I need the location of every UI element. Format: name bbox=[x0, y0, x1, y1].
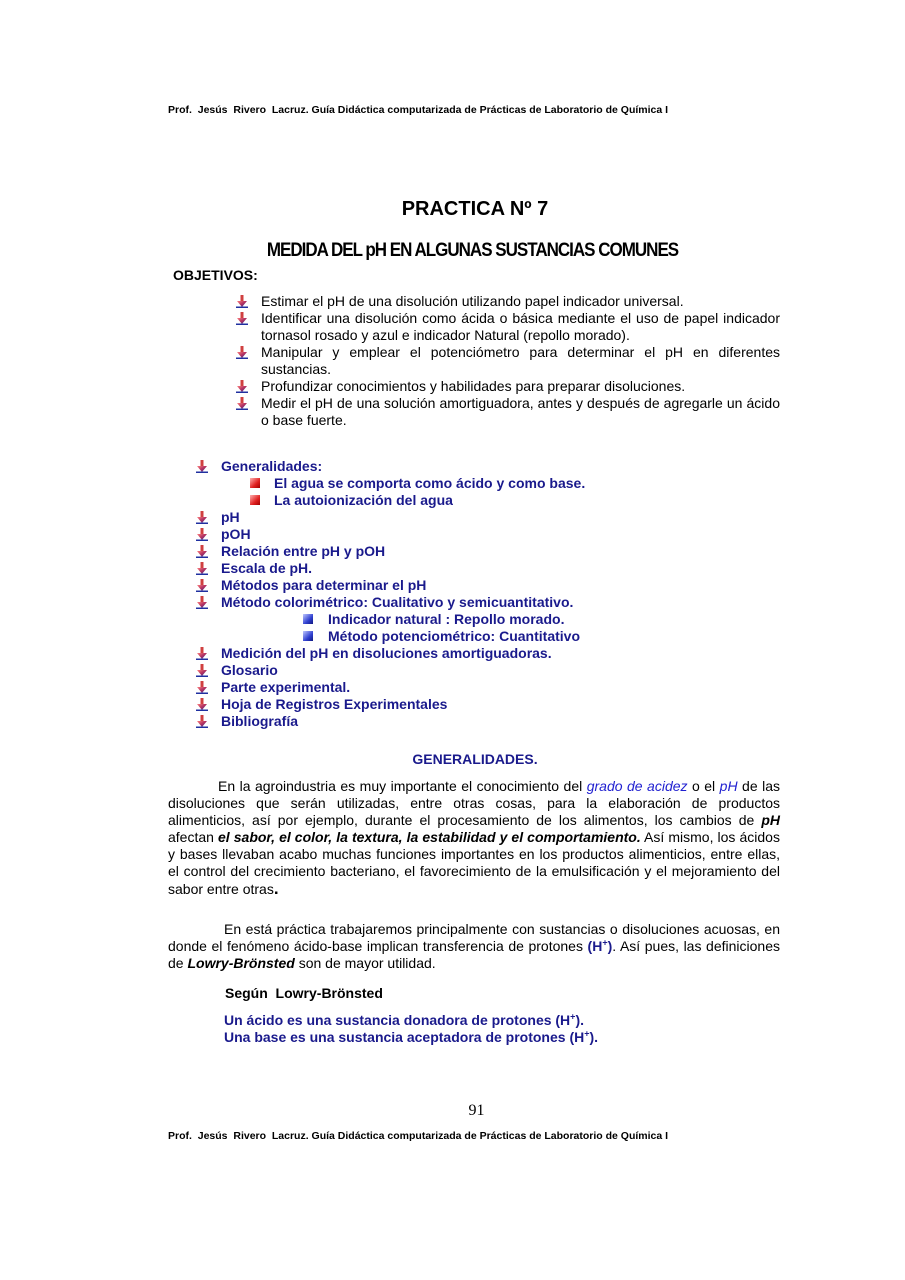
arrow-bullet-icon bbox=[236, 380, 248, 393]
arrow-bullet-icon bbox=[196, 715, 208, 728]
table-of-contents bbox=[196, 458, 796, 730]
page-header: Prof. Jesús Rivero Lacruz. Guía Didáctica computarizada de Prácticas de Laboratorio de Química I bbox=[168, 104, 669, 116]
toc-item: Bibliografía bbox=[196, 713, 796, 730]
arrow-bullet-icon bbox=[196, 681, 208, 694]
objective-item: Manipular y emplear el potenciómetro para determinar el pH en diferentes sustancias. bbox=[236, 344, 780, 378]
arrow-bullet-icon bbox=[196, 562, 208, 575]
arrow-bullet-icon bbox=[196, 664, 208, 677]
objective-item: Medir el pH de una solución amortiguadora, antes y después de agregarle un ácido o base fuerte. bbox=[236, 395, 780, 429]
toc-item: Parte experimental. bbox=[196, 679, 796, 696]
page-number: 91 bbox=[468, 1102, 485, 1119]
paragraph-lowry: En está práctica trabajaremos principalmente con sustancias o disoluciones acuosas, en donde el fenómeno ácido-base implican transferencia de protones (H+). Así pues, las definiciones de Lowry-Brönsted son de mayor utilidad. bbox=[168, 921, 780, 971]
toc-item: pOH bbox=[196, 526, 796, 543]
acid-definition: Un ácido es una sustancia donadora de protones (H+). bbox=[224, 1011, 584, 1028]
red-square-bullet-icon bbox=[250, 495, 260, 505]
toc-subitem: Indicador natural : Repollo morado. bbox=[196, 611, 796, 628]
base-definition: Una base es una sustancia aceptadora de protones (H+). bbox=[224, 1028, 599, 1045]
arrow-bullet-icon bbox=[196, 460, 208, 473]
arrow-bullet-icon bbox=[196, 579, 208, 592]
arrow-bullet-icon bbox=[196, 596, 208, 609]
arrow-bullet-icon bbox=[196, 545, 208, 558]
toc-item: Medición del pH en disoluciones amortiguadoras. bbox=[196, 645, 796, 662]
objective-item: Estimar el pH de una disolución utilizando papel indicador universal. bbox=[236, 293, 780, 310]
section-heading: GENERALIDADES. bbox=[412, 751, 538, 767]
arrow-bullet-icon bbox=[196, 511, 208, 524]
blue-square-bullet-icon bbox=[303, 631, 313, 641]
arrow-bullet-icon bbox=[236, 397, 248, 410]
objectives-heading: OBJETIVOS: bbox=[173, 267, 258, 283]
objectives-list bbox=[236, 293, 780, 429]
toc-item: Generalidades: bbox=[196, 458, 796, 475]
arrow-bullet-icon bbox=[236, 295, 248, 308]
objective-item: Identificar una disolución como ácida o básica mediante el uso de papel indicador tornasol rosado y azul e indicador Natural (repollo morado). bbox=[236, 310, 780, 344]
toc-item: Hoja de Registros Experimentales bbox=[196, 696, 796, 713]
paragraph-intro: En la agroindustria es muy importante el conocimiento del grado de acidez o el pH de las disoluciones que serán utilizadas, entre otras cosas, para la elaboración de productos alimenticios, así por ejemplo, durante el procesamiento de los alimentos, los cambios de pH afectan el sabor, el color, la textura, la estabilidad y el comportamiento. Así mismo, los ácidos y bases llevaban acabo muchas funciones importantes en los productos alimenticios, entre ellas, el control del crecimiento bacteriano, el favorecimiento de la emulsificación y el mejoramiento del sabor entre otras. bbox=[168, 778, 780, 898]
page-footer: Prof. Jesús Rivero Lacruz. Guía Didáctica computarizada de Prácticas de Laboratorio de Química I bbox=[168, 1130, 669, 1142]
toc-item: Métodos para determinar el pH bbox=[196, 577, 796, 594]
toc-subitem: El agua se comporta como ácido y como base. bbox=[196, 475, 796, 492]
arrow-bullet-icon bbox=[196, 528, 208, 541]
toc-item: Glosario bbox=[196, 662, 796, 679]
practice-subtitle: MEDIDA DEL pH EN ALGUNAS SUSTANCIAS COMUNES bbox=[266, 238, 679, 261]
toc-item: pH bbox=[196, 509, 796, 526]
toc-item: Relación entre pH y pOH bbox=[196, 543, 796, 560]
toc-item: Método colorimétrico: Cualitativo y semicuantitativo. bbox=[196, 594, 796, 611]
arrow-bullet-icon bbox=[236, 346, 248, 359]
toc-item: Escala de pH. bbox=[196, 560, 796, 577]
blue-square-bullet-icon bbox=[303, 614, 313, 624]
red-square-bullet-icon bbox=[250, 478, 260, 488]
arrow-bullet-icon bbox=[236, 312, 248, 325]
toc-subitem: Método potenciométrico: Cuantitativo bbox=[196, 628, 796, 645]
lowry-heading: Según Lowry-Brönsted bbox=[225, 985, 383, 1001]
practice-title: PRACTICA Nº 7 bbox=[401, 198, 549, 220]
arrow-bullet-icon bbox=[196, 698, 208, 711]
toc-subitem: La autoionización del agua bbox=[196, 492, 796, 509]
objective-item: Profundizar conocimientos y habilidades para preparar disoluciones. bbox=[236, 378, 780, 395]
arrow-bullet-icon bbox=[196, 647, 208, 660]
